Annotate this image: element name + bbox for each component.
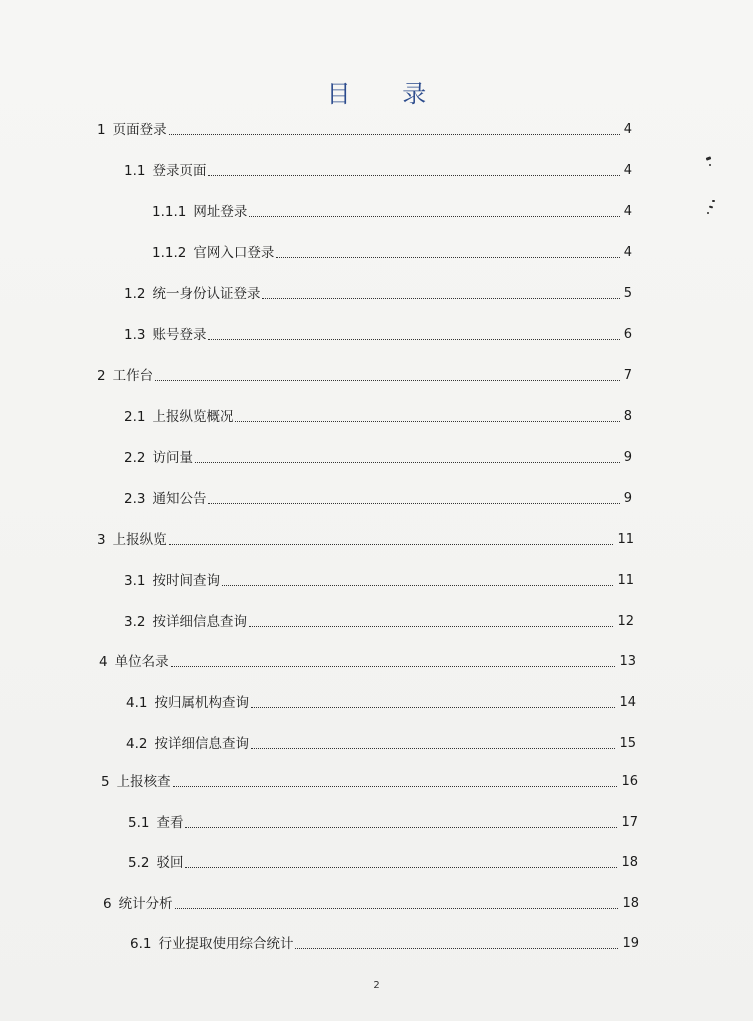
toc-entry-number: 5 (101, 774, 110, 790)
scan-speck (712, 200, 715, 202)
toc-entry-page: 13 (619, 654, 636, 669)
toc-entry-title: 官网入口登录 (193, 245, 275, 261)
toc-entry-title: 按详细信息查询 (154, 736, 249, 752)
toc-entry[interactable] (130, 934, 639, 954)
toc-entry-page: 6 (623, 327, 632, 342)
toc-leader-dots (185, 826, 617, 828)
toc-leader-dots (276, 256, 619, 258)
toc-entry-title: 统一身份认证登录 (152, 286, 261, 302)
toc-entry-number: 2 (97, 368, 106, 384)
toc-leader-dots (249, 625, 613, 627)
toc-entry-title: 上报纵览 (112, 532, 167, 548)
toc-entry-number: 1.2 (124, 286, 146, 302)
toc-entry-title: 工作台 (112, 368, 154, 384)
toc-entry-number: 3 (97, 532, 106, 548)
toc-entry-number: 3.1 (124, 573, 146, 589)
toc-entry[interactable] (103, 894, 639, 914)
toc-entry-title: 查看 (156, 815, 184, 831)
toc-entry-number: 4.1 (126, 695, 148, 711)
toc-entry-title: 页面登录 (112, 122, 167, 138)
toc-leader-dots (175, 907, 619, 909)
toc-entry[interactable] (124, 325, 632, 345)
toc-entry[interactable] (124, 448, 632, 468)
toc-entry[interactable] (101, 772, 638, 792)
toc-leader-dots (208, 502, 619, 504)
toc-entry[interactable] (126, 734, 636, 754)
toc-entry[interactable] (152, 202, 632, 222)
toc-entry-number: 1.1.1 (152, 204, 187, 220)
toc-leader-dots (235, 420, 619, 422)
toc-leader-dots (185, 866, 617, 868)
toc-entry-title: 账号登录 (152, 327, 207, 343)
toc-entry[interactable] (128, 813, 638, 833)
toc-entry-title: 行业提取使用综合统计 (158, 936, 294, 952)
toc-leader-dots (251, 747, 615, 749)
toc-entry-title: 通知公告 (152, 491, 207, 507)
toc-leader-dots (251, 706, 615, 708)
toc-entry[interactable] (97, 120, 632, 140)
toc-entry-number: 4.2 (126, 736, 148, 752)
toc-entry[interactable] (152, 243, 632, 263)
toc-entry-page: 11 (617, 573, 634, 588)
toc-entry-title: 驳回 (156, 855, 184, 871)
toc-entry-page: 4 (623, 245, 632, 260)
toc-entry-page: 7 (623, 368, 632, 383)
toc-entry-page: 9 (623, 491, 632, 506)
toc-entry-page: 4 (623, 163, 632, 178)
toc-entry-number: 6.1 (130, 936, 152, 952)
toc-entry-title: 登录页面 (152, 163, 207, 179)
toc-entry-page: 16 (621, 774, 638, 789)
toc-entry[interactable] (126, 693, 636, 713)
toc-leader-dots (208, 338, 619, 340)
toc-leader-dots (295, 947, 618, 949)
toc-entry-number: 1 (97, 122, 106, 138)
toc-entry-number: 2.2 (124, 450, 146, 466)
toc-entry-page: 18 (622, 896, 639, 911)
scan-speck (706, 156, 712, 161)
toc-entry-page: 4 (623, 204, 632, 219)
toc-entry-page: 19 (622, 936, 639, 951)
toc-entry[interactable] (97, 366, 632, 386)
toc-entry[interactable] (99, 652, 636, 672)
toc-leader-dots (208, 174, 619, 176)
scan-speck (709, 164, 711, 166)
toc-entry-title: 统计分析 (118, 896, 173, 912)
toc-entry[interactable] (124, 284, 632, 304)
toc-leader-dots (249, 215, 619, 217)
toc-entry-page: 15 (619, 736, 636, 751)
toc-entry-title: 按详细信息查询 (152, 614, 247, 630)
toc-leader-dots (195, 461, 620, 463)
toc-entry[interactable] (128, 853, 638, 873)
page-number: 2 (373, 980, 380, 991)
toc-entry-title: 上报纵览概况 (152, 409, 234, 425)
toc-leader-dots (173, 785, 618, 787)
toc-entry-page: 8 (623, 409, 632, 424)
toc-entry-number: 4 (99, 654, 108, 670)
toc-entry-page: 11 (617, 532, 634, 547)
scan-speck (707, 212, 709, 214)
toc-entry-number: 5.2 (128, 855, 150, 871)
toc-entry[interactable] (124, 489, 632, 509)
toc-entry-title: 网址登录 (193, 204, 248, 220)
toc-entry-number: 2.1 (124, 409, 146, 425)
toc-entry-number: 1.3 (124, 327, 146, 343)
toc-entry-title: 按归属机构查询 (154, 695, 249, 711)
toc-entry-page: 17 (621, 815, 638, 830)
toc-entry[interactable] (124, 612, 634, 632)
toc-entry-number: 3.2 (124, 614, 146, 630)
toc-entry[interactable] (124, 161, 632, 181)
toc-entry-page: 5 (623, 286, 632, 301)
toc-entry-number: 2.3 (124, 491, 146, 507)
toc-entry-title: 按时间查询 (152, 573, 220, 589)
scan-speck (709, 206, 713, 209)
toc-entry[interactable] (97, 530, 634, 550)
toc-entry-number: 1.1.2 (152, 245, 187, 261)
toc-entry-title: 单位名录 (114, 654, 169, 670)
toc-leader-dots (155, 379, 620, 381)
toc-entry-title: 上报核查 (116, 774, 171, 790)
toc-entry-page: 4 (623, 122, 632, 137)
toc-entry[interactable] (124, 407, 632, 427)
toc-leader-dots (222, 584, 613, 586)
toc-leader-dots (169, 133, 620, 135)
toc-leader-dots (171, 665, 616, 667)
toc-title: 目 录 (326, 80, 449, 108)
toc-entry-title: 访问量 (152, 450, 193, 466)
toc-entry-page: 14 (619, 695, 636, 710)
toc-entry-page: 12 (617, 614, 634, 629)
toc-entry-number: 5.1 (128, 815, 150, 831)
toc-leader-dots (262, 297, 619, 299)
toc-leader-dots (169, 543, 614, 545)
toc-entry-page: 9 (623, 450, 632, 465)
toc-entry-page: 18 (621, 855, 638, 870)
toc-entry[interactable] (124, 571, 634, 591)
toc-entry-number: 1.1 (124, 163, 146, 179)
toc-entry-number: 6 (103, 896, 112, 912)
